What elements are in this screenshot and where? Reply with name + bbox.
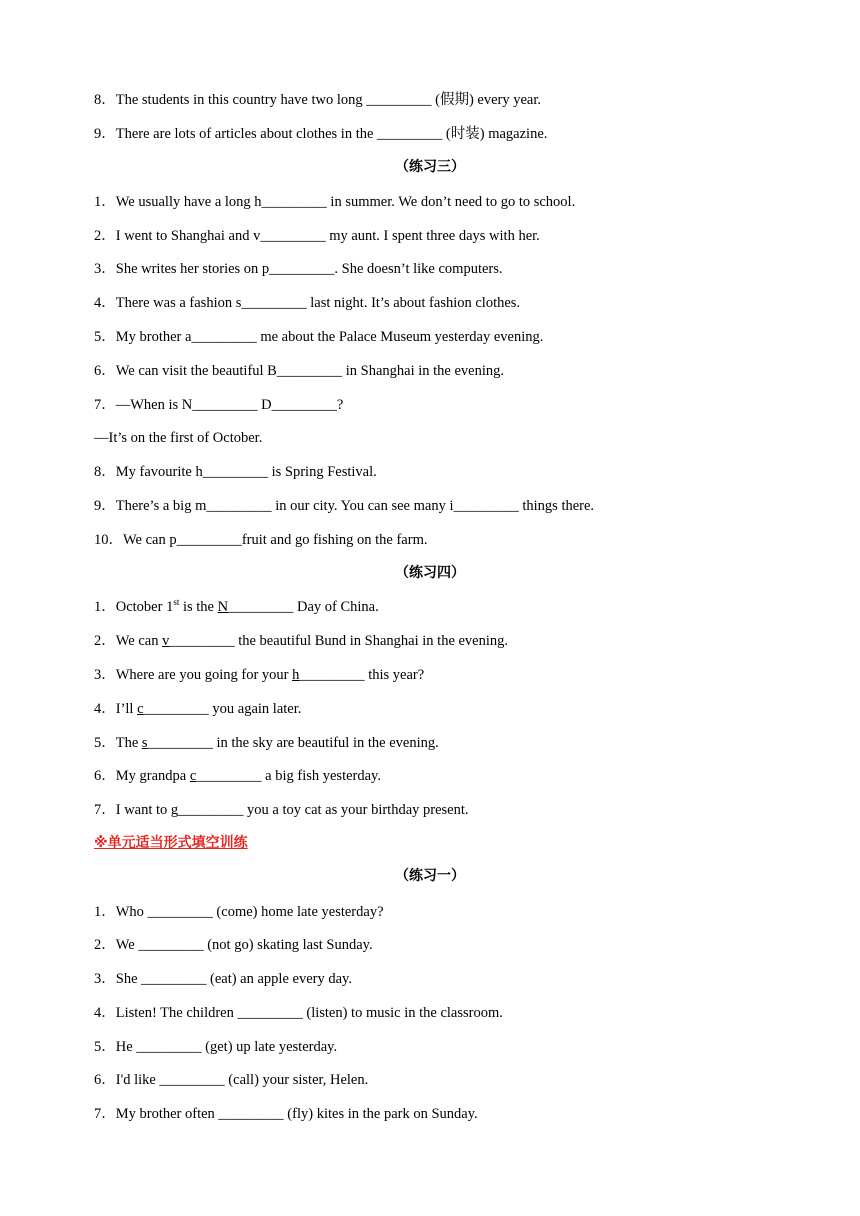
line-text: _________ the beautiful Bund in Shanghai in the evening. [169, 633, 509, 649]
line-text: 3．Where are you going for your [94, 667, 293, 683]
exercise-line: 4．Listen! The children _________ (listen) to music in the classroom. [94, 1005, 503, 1021]
line-text: is the [179, 599, 218, 615]
line-text: 1．October 1 [94, 599, 174, 615]
exercise-line [94, 734, 439, 752]
exercise-line [94, 801, 469, 819]
exercise-line: 6．We can visit the beautiful B_________ in Shanghai in the evening. [94, 363, 504, 379]
exercise-line: 2．We _________ (not go) skating last Sunday. [94, 937, 373, 953]
hint-letter: c [137, 701, 144, 717]
exercise-line: 3．She writes her stories on p_________. She doesn’t like computers. [94, 261, 503, 277]
line-text: _________ you again later. [143, 701, 302, 717]
exercise-line: 1．We usually have a long h_________ in summer. We don’t need to go to school. [94, 194, 576, 210]
hint-letter: g [170, 802, 179, 818]
exercise-line: 2．I went to Shanghai and v_________ my aunt. I spent three days with her. [94, 228, 540, 244]
exercise-line [94, 666, 424, 684]
line-text: _________ this year? [299, 667, 425, 683]
section-heading: （练习三） [395, 159, 465, 175]
exercise-line: 4．There was a fashion s_________ last night. It’s about fashion clothes. [94, 295, 521, 311]
line-text: 2．We can [94, 633, 163, 649]
hint-letter: h [292, 667, 300, 683]
section-heading: （练习四） [395, 565, 465, 581]
line-text: _________ you a toy cat as your birthday present. [178, 802, 469, 818]
line-text: _________ Day of China. [228, 599, 379, 615]
exercise-line [94, 632, 508, 650]
exercise-line: 7．—When is N_________ D_________? [94, 397, 344, 413]
exercise-line [94, 700, 301, 718]
exercise-line: 10．We can p_________fruit and go fishing on the farm. [94, 532, 428, 548]
line-text: 6．My grandpa [94, 768, 190, 784]
hint-letter: s [141, 735, 148, 751]
hint-letter: v [162, 633, 170, 649]
exercise-line: 9．There’s a big m_________ in our city. You can see many i_________ things there. [94, 498, 595, 514]
exercise-line: 1．Who _________ (come) home late yesterday? [94, 904, 384, 920]
ordinal-suffix: st [173, 597, 180, 608]
exercise-line [94, 767, 381, 785]
exercise-line [94, 598, 379, 616]
line-text: 4．I’ll [94, 701, 138, 717]
line-text: _________ a big fish yesterday. [196, 768, 381, 784]
section-title: ※单元适当形式填空训练 [94, 835, 248, 851]
exercise-line: —It’s on the first of October. [94, 430, 263, 446]
exercise-line: 3．She _________ (eat) an apple every day. [94, 971, 352, 987]
exercise-line: 9．There are lots of articles about clothes in the _________ (时装) magazine. [94, 126, 548, 142]
exercise-line: 6．I'd like _________ (call) your sister, Helen. [94, 1072, 369, 1088]
exercise-line: 8．My favourite h_________ is Spring Festival. [94, 464, 377, 480]
hint-letter: N [217, 599, 229, 615]
exercise-line: 5．He _________ (get) up late yesterday. [94, 1039, 338, 1055]
exercise-line: 5．My brother a_________ me about the Palace Museum yesterday evening. [94, 329, 544, 345]
line-text: 5．The [94, 735, 142, 751]
exercise-line: 8．The students in this country have two long _________ (假期) every year. [94, 92, 542, 108]
line-text: 7．I want to [94, 802, 171, 818]
hint-letter: c [189, 768, 197, 784]
exercise-line: 7．My brother often _________ (fly) kites in the park on Sunday. [94, 1106, 478, 1122]
section-heading: （练习一） [395, 868, 465, 884]
line-text: _________ in the sky are beautiful in the evening. [147, 735, 439, 751]
